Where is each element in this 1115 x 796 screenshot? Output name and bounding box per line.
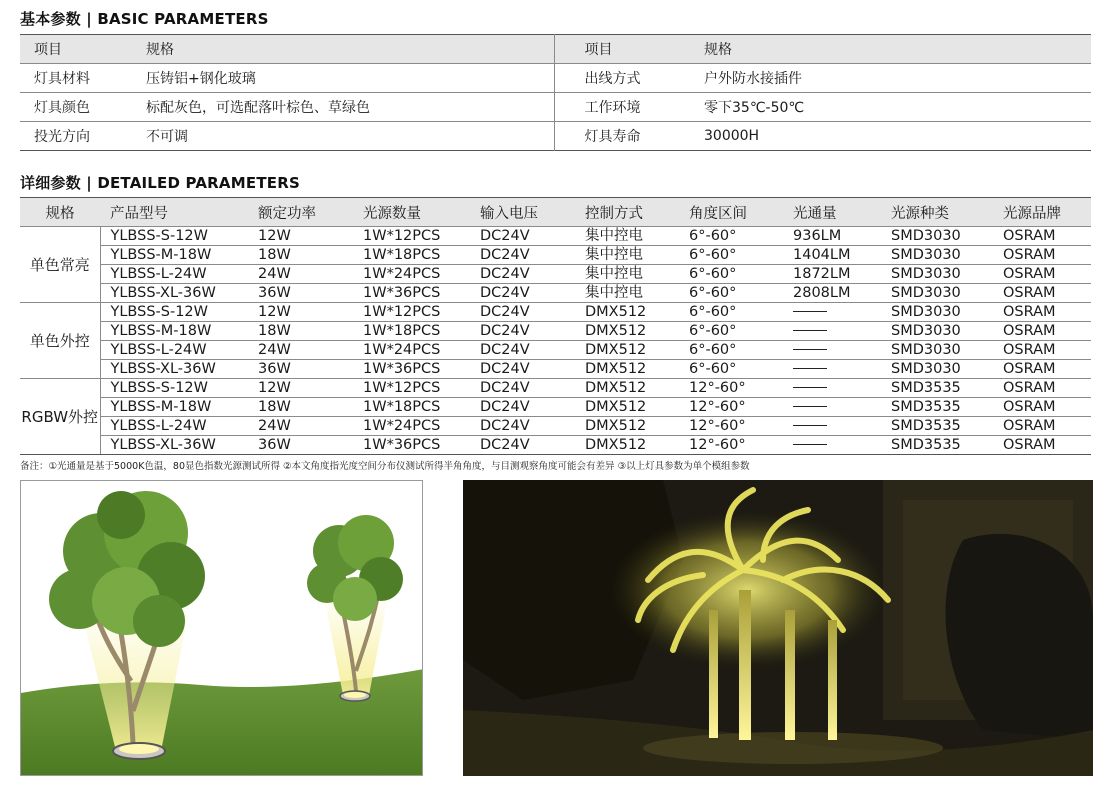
detail-cell: DC24V — [470, 246, 575, 265]
dash-icon — [793, 406, 827, 407]
detail-cell: 集中控电 — [575, 284, 679, 303]
detailed-parameters-table — [20, 197, 1091, 455]
detail-cell: YLBSS-M-18W — [100, 246, 248, 265]
detail-cell: YLBSS-S-12W — [100, 379, 248, 398]
detail-cell: 6°-60° — [679, 246, 783, 265]
detail-cell: YLBSS-L-24W — [100, 417, 248, 436]
detail-cell: DC24V — [470, 284, 575, 303]
detail-cell: 6°-60° — [679, 341, 783, 360]
detail-cell: OSRAM — [993, 322, 1091, 341]
detail-cell: 1404LM — [783, 246, 881, 265]
detail-row — [20, 246, 1091, 265]
dash-icon — [793, 444, 827, 445]
detail-cell: OSRAM — [993, 398, 1091, 417]
detail-cell: DC24V — [470, 360, 575, 379]
detail-cell: DC24V — [470, 227, 575, 246]
detail-cell: DC24V — [470, 265, 575, 284]
detail-cell: SMD3030 — [881, 265, 993, 284]
detail-cell: OSRAM — [993, 341, 1091, 360]
detail-cell: 集中控电 — [575, 246, 679, 265]
tree-uplight-illustration — [20, 480, 423, 776]
detailed-parameters-title: 详细参数 | DETAILED PARAMETERS — [20, 174, 300, 192]
detail-cell: SMD3030 — [881, 246, 993, 265]
detail-cell: DMX512 — [575, 303, 679, 322]
detail-cell: 集中控电 — [575, 227, 679, 246]
detail-cell: 12W — [248, 379, 353, 398]
detail-cell: SMD3535 — [881, 436, 993, 455]
detail-header-cell: 光源种类 — [881, 198, 993, 227]
detail-cell: 1W*12PCS — [353, 227, 470, 246]
detail-cell: 24W — [248, 341, 353, 360]
not-applicable-dash — [783, 436, 881, 455]
detail-cell: OSRAM — [993, 303, 1091, 322]
detail-cell: 12W — [248, 227, 353, 246]
detail-cell: DMX512 — [575, 379, 679, 398]
detail-cell: SMD3030 — [881, 360, 993, 379]
detail-cell: OSRAM — [993, 246, 1091, 265]
detail-cell: SMD3535 — [881, 398, 993, 417]
detail-cell: DMX512 — [575, 360, 679, 379]
basic-spec-cell: 不可调 — [146, 129, 188, 145]
detail-header-cell: 角度区间 — [679, 198, 783, 227]
detail-cell: 集中控电 — [575, 265, 679, 284]
detail-cell: DC24V — [470, 417, 575, 436]
detail-cell: DMX512 — [575, 417, 679, 436]
detail-cell: 36W — [248, 284, 353, 303]
detail-cell: 1W*24PCS — [353, 265, 470, 284]
detail-cell: OSRAM — [993, 265, 1091, 284]
basic-parameters-table — [20, 34, 1091, 151]
not-applicable-dash — [783, 322, 881, 341]
basic-parameters-title: 基本参数 | BASIC PARAMETERS — [20, 10, 269, 28]
detail-cell: 1W*18PCS — [353, 246, 470, 265]
detail-cell: DMX512 — [575, 341, 679, 360]
dash-icon — [793, 368, 827, 369]
spec-group-label: RGBW外控 — [20, 379, 100, 455]
detail-cell: 1W*12PCS — [353, 303, 470, 322]
not-applicable-dash — [783, 341, 881, 360]
dash-icon — [793, 330, 827, 331]
basic-header-item: 项目 — [34, 42, 62, 58]
not-applicable-dash — [783, 360, 881, 379]
detail-cell: OSRAM — [993, 417, 1091, 436]
detail-cell: 12°-60° — [679, 379, 783, 398]
detail-cell: 6°-60° — [679, 322, 783, 341]
detail-cell: 1W*12PCS — [353, 379, 470, 398]
detail-cell: YLBSS-M-18W — [100, 398, 248, 417]
detail-row — [20, 398, 1091, 417]
detail-cell: DC24V — [470, 379, 575, 398]
footnote: 备注：①光通量是基于5000K色温，80显色指数光源测试所得 ②本文角度指光度空间分布仪测试所得半角角度，与目测观察角度可能会有差异 ③以上灯具参数为单个模组参数 — [20, 461, 750, 472]
dash-icon — [793, 425, 827, 426]
detail-cell: 6°-60° — [679, 265, 783, 284]
detail-header-cell: 光源数量 — [353, 198, 470, 227]
detail-cell: DC24V — [470, 341, 575, 360]
detail-cell: DC24V — [470, 398, 575, 417]
detail-cell: 1W*36PCS — [353, 360, 470, 379]
detail-row — [20, 322, 1091, 341]
detail-cell: 24W — [248, 417, 353, 436]
detail-cell: SMD3030 — [881, 322, 993, 341]
detail-cell: DC24V — [470, 322, 575, 341]
not-applicable-dash — [783, 379, 881, 398]
detail-header-cell: 产品型号 — [100, 198, 248, 227]
detail-cell: 6°-60° — [679, 284, 783, 303]
detail-cell: OSRAM — [993, 284, 1091, 303]
detail-header-row — [20, 198, 1091, 227]
basic-row — [20, 93, 1091, 122]
detail-cell: DC24V — [470, 303, 575, 322]
basic-spec-cell: 标配灰色，可选配落叶棕色、草绿色 — [146, 100, 370, 116]
detail-row — [20, 379, 1091, 398]
detail-cell: 1W*36PCS — [353, 284, 470, 303]
detail-cell: 12°-60° — [679, 436, 783, 455]
detail-cell: DMX512 — [575, 322, 679, 341]
not-applicable-dash — [783, 398, 881, 417]
not-applicable-dash — [783, 417, 881, 436]
detail-cell: 2808LM — [783, 284, 881, 303]
detail-cell: 12W — [248, 303, 353, 322]
basic-header-item: 项目 — [554, 35, 704, 64]
detail-row — [20, 284, 1091, 303]
detail-row — [20, 360, 1091, 379]
dash-icon — [793, 387, 827, 388]
detail-header-cell: 光源品牌 — [993, 198, 1091, 227]
detail-cell: 1872LM — [783, 265, 881, 284]
detail-header-cell: 额定功率 — [248, 198, 353, 227]
detail-cell: 12°-60° — [679, 417, 783, 436]
detail-row — [20, 341, 1091, 360]
detail-cell: SMD3030 — [881, 303, 993, 322]
basic-spec-cell: 户外防水接插件 — [704, 71, 802, 87]
detail-cell: 1W*18PCS — [353, 322, 470, 341]
detail-cell: OSRAM — [993, 227, 1091, 246]
detail-cell: OSRAM — [993, 360, 1091, 379]
basic-spec-cell: 30000H — [704, 128, 760, 144]
basic-spec-cell: 压铸铝+钢化玻璃 — [146, 71, 256, 87]
detail-cell: 18W — [248, 246, 353, 265]
detail-cell: 6°-60° — [679, 303, 783, 322]
detail-header-cell: 控制方式 — [575, 198, 679, 227]
detail-header-cell: 光通量 — [783, 198, 881, 227]
detail-cell: 18W — [248, 398, 353, 417]
basic-header-row — [20, 35, 1091, 64]
detail-header-cell: 规格 — [20, 198, 100, 227]
detail-cell: 12°-60° — [679, 398, 783, 417]
basic-item-cell: 出线方式 — [554, 64, 704, 93]
detail-row — [20, 265, 1091, 284]
not-applicable-dash — [783, 303, 881, 322]
detail-cell: 1W*24PCS — [353, 417, 470, 436]
basic-item-cell: 工作环境 — [554, 93, 704, 122]
detail-cell: DMX512 — [575, 436, 679, 455]
detail-cell: YLBSS-XL-36W — [100, 360, 248, 379]
detail-cell: 36W — [248, 436, 353, 455]
basic-header-spec: 规格 — [146, 42, 174, 58]
night-palm-uplight-photo — [463, 480, 1093, 776]
detail-cell: SMD3030 — [881, 341, 993, 360]
basic-header-spec: 规格 — [704, 42, 732, 58]
basic-item-cell: 灯具寿命 — [554, 122, 704, 151]
detail-cell: DC24V — [470, 436, 575, 455]
detail-row — [20, 303, 1091, 322]
detail-cell: 936LM — [783, 227, 881, 246]
detail-cell: YLBSS-XL-36W — [100, 284, 248, 303]
detail-cell: 1W*24PCS — [353, 341, 470, 360]
detail-row — [20, 436, 1091, 455]
detail-cell: YLBSS-L-24W — [100, 341, 248, 360]
spec-group-label: 单色常亮 — [20, 227, 100, 303]
basic-item-cell: 灯具颜色 — [34, 100, 90, 116]
spec-group-label: 单色外控 — [20, 303, 100, 379]
detail-cell: 1W*36PCS — [353, 436, 470, 455]
detail-cell: SMD3535 — [881, 417, 993, 436]
detail-cell: OSRAM — [993, 379, 1091, 398]
detail-cell: SMD3535 — [881, 379, 993, 398]
basic-spec-cell: 零下35℃-50℃ — [704, 100, 805, 116]
detail-cell: 18W — [248, 322, 353, 341]
basic-item-cell: 灯具材料 — [34, 71, 90, 87]
detail-cell: YLBSS-M-18W — [100, 322, 248, 341]
dash-icon — [793, 311, 827, 312]
detail-cell: 6°-60° — [679, 227, 783, 246]
detail-header-cell: 输入电压 — [470, 198, 575, 227]
detail-cell: YLBSS-L-24W — [100, 265, 248, 284]
detail-cell: 6°-60° — [679, 360, 783, 379]
detail-cell: SMD3030 — [881, 227, 993, 246]
detail-cell: YLBSS-S-12W — [100, 227, 248, 246]
detail-cell: 1W*18PCS — [353, 398, 470, 417]
detail-row — [20, 227, 1091, 246]
detail-cell: YLBSS-XL-36W — [100, 436, 248, 455]
basic-item-cell: 投光方向 — [34, 129, 90, 145]
detail-row — [20, 417, 1091, 436]
detail-cell: OSRAM — [993, 436, 1091, 455]
detail-cell: DMX512 — [575, 398, 679, 417]
basic-row — [20, 64, 1091, 93]
basic-row — [20, 122, 1091, 151]
detail-cell: SMD3030 — [881, 284, 993, 303]
detail-cell: 36W — [248, 360, 353, 379]
dash-icon — [793, 349, 827, 350]
detail-cell: 24W — [248, 265, 353, 284]
detail-cell: YLBSS-S-12W — [100, 303, 248, 322]
